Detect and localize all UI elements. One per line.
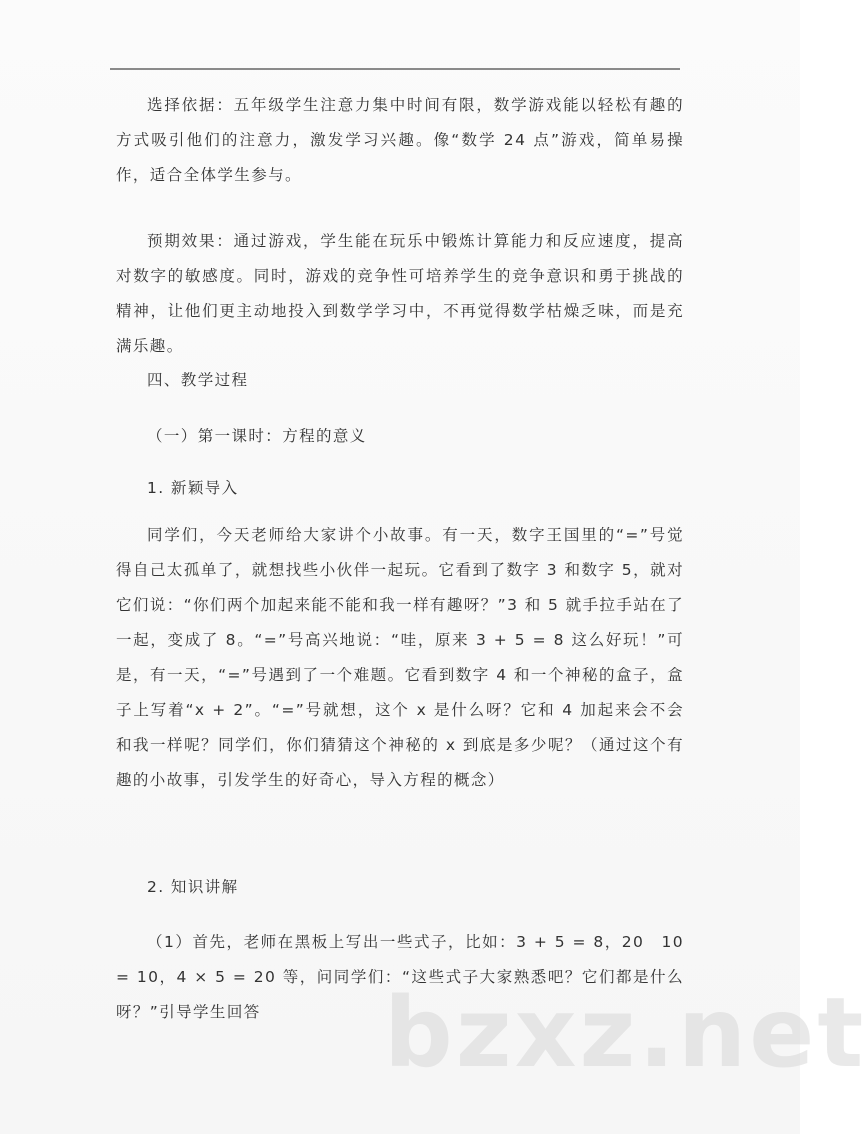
paragraph-selection-basis: 选择依据：五年级学生注意力集中时间有限，数学游戏能以轻松有趣的方式吸引他们的注意力，激发学习兴趣。像“数学 24 点”游戏，简单易操作，适合全体学生参与。 — [116, 96, 684, 184]
heading-knowledge-explanation: 2. 知识讲解 — [147, 878, 239, 896]
watermark: bzxz.net — [384, 977, 866, 1089]
paragraph-expected-effect: 预期效果：通过游戏，学生能在玩乐中锻炼计算能力和反应速度，提高对数字的敏感度。同时，游戏的竞争性可培养学生的竞争意识和勇于挑战的精神，让他们更主动地投入到数学学习中，不再觉得数学枯燥乏味，而是充满乐趣。 — [116, 232, 684, 355]
heading-teaching-process: 四、教学过程 — [147, 371, 249, 389]
heading-new-introduction: 1. 新颖导入 — [147, 479, 239, 497]
heading-lesson-one: （一）第一课时：方程的意义 — [147, 427, 367, 445]
paragraph-story: 同学们，今天老师给大家讲个小故事。有一天，数字王国里的“=”号觉得自己太孤单了，就想找些小伙伴一起玩。它看到了数字 3 和数字 5，就对它们说：“你们两个加起来能不能和我一样有趣呀？”3 和 5 就手拉手站在了一起，变成了 8。“=”号高兴地说：“哇，原来 3 + 5 = 8 这么好玩！”可是，有一天，“=”号遇到了一个难题。它看到数字 4 和一个神秘的盒子，盒子上写着“x + 2”。“=”号就想，这个 x 是什么呀？它和 4 加起来会不会和我一样呢？同学们，你们猜猜这个神秘的 x 到底是多少呢？（通过这个有趣的小故事，引发学生的好奇心，导入方程的概念） — [116, 526, 684, 789]
paragraph-first-step: （1）首先，老师在黑板上写出一些式子，比如：3 + 5 = 8，20 10 = 10，4 × 5 = 20 等，问同学们：“这些式子大家熟悉吧？它们都是什么呀？”引导学生回答 — [116, 933, 684, 1021]
header-rule — [110, 68, 680, 70]
